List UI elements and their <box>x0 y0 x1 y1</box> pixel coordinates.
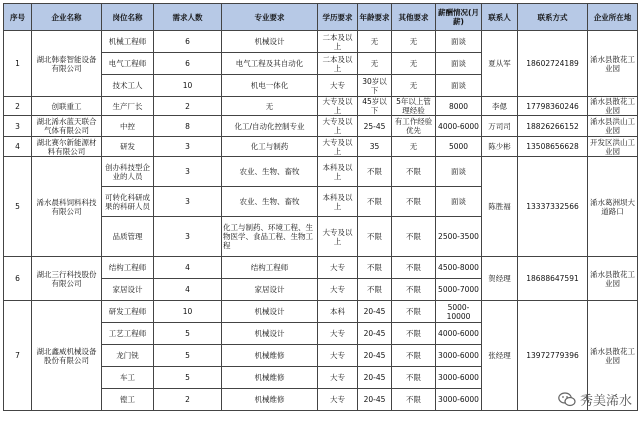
job-count: 4 <box>154 257 222 279</box>
company-location: 浠水县散花工业园 <box>588 301 638 411</box>
job-title: 车工 <box>102 367 154 389</box>
job-age: 20-45 <box>358 367 392 389</box>
table-row <box>4 97 638 116</box>
job-major: 无 <box>222 97 318 116</box>
job-major: 机械维修 <box>222 367 318 389</box>
col-header-count: 需求人数 <box>154 4 222 31</box>
job-major: 家居设计 <box>222 279 318 301</box>
company-contact: 李偲 <box>482 97 518 116</box>
company-name: 湖北鑫威机械设备股份有限公司 <box>32 301 102 411</box>
job-other: 不限 <box>392 279 436 301</box>
job-salary: 3000-6000 <box>436 367 482 389</box>
company-name: 创联重工 <box>32 97 102 116</box>
job-title: 研发 <box>102 137 154 157</box>
job-salary: 2500-3500 <box>436 217 482 257</box>
job-other: 有工作经验优先 <box>392 116 436 137</box>
recruitment-table <box>3 3 638 411</box>
job-education: 二本及以上 <box>318 31 358 53</box>
company-phone: 17798360246 <box>518 97 588 116</box>
job-count: 5 <box>154 345 222 367</box>
col-header-position: 岗位名称 <box>102 4 154 31</box>
job-title: 品质管理 <box>102 217 154 257</box>
company-phone: 18602724189 <box>518 31 588 97</box>
col-header-major: 专业要求 <box>222 4 318 31</box>
table-row <box>4 137 638 157</box>
watermark <box>558 390 632 409</box>
job-salary: 4500-8000 <box>436 257 482 279</box>
job-major: 化工/自动化控制专业 <box>222 116 318 137</box>
job-salary: 5000 <box>436 137 482 157</box>
job-major: 化工与制药、环境工程、生物医学、食品工程、生物工程 <box>222 217 318 257</box>
job-age: 不限 <box>358 157 392 187</box>
job-age: 20-45 <box>358 323 392 345</box>
job-count: 3 <box>154 217 222 257</box>
job-other: 无 <box>392 75 436 97</box>
job-title: 机械工程师 <box>102 31 154 53</box>
job-age: 不限 <box>358 217 392 257</box>
company-contact: 万司司 <box>482 116 518 137</box>
job-other: 不限 <box>392 217 436 257</box>
wechat-icon <box>558 392 576 407</box>
job-education: 大专及以上 <box>318 116 358 137</box>
job-age: 35 <box>358 137 392 157</box>
job-title: 中控 <box>102 116 154 137</box>
row-number: 5 <box>4 157 32 257</box>
job-count: 4 <box>154 279 222 301</box>
job-salary: 5000-10000 <box>436 301 482 323</box>
job-count: 5 <box>154 367 222 389</box>
company-contact: 张经理 <box>482 301 518 411</box>
header-row <box>4 4 638 31</box>
job-salary: 3000-6000 <box>436 345 482 367</box>
job-title: 龙门铣 <box>102 345 154 367</box>
row-number: 7 <box>4 301 32 411</box>
row-number: 6 <box>4 257 32 301</box>
job-major: 农业、生物、畜牧 <box>222 187 318 217</box>
job-other: 不限 <box>392 323 436 345</box>
job-title: 镗工 <box>102 389 154 411</box>
job-title: 技术工人 <box>102 75 154 97</box>
job-education: 大专 <box>318 323 358 345</box>
job-age: 无 <box>358 53 392 75</box>
job-education: 大专及以上 <box>318 217 358 257</box>
job-other: 不限 <box>392 257 436 279</box>
job-count: 3 <box>154 137 222 157</box>
job-education: 大专 <box>318 257 358 279</box>
company-location: 浠水县洪山工业园 <box>588 116 638 137</box>
job-count: 10 <box>154 75 222 97</box>
company-name: 湖北浠水蓝天联合气体有限公司 <box>32 116 102 137</box>
company-contact: 贺经理 <box>482 257 518 301</box>
company-location: 浠水县散花工业园 <box>588 257 638 301</box>
job-count: 6 <box>154 53 222 75</box>
col-header-company: 企业名称 <box>32 4 102 31</box>
col-header-other: 其他要求 <box>392 4 436 31</box>
job-major: 电气工程及其自动化 <box>222 53 318 75</box>
job-other: 不限 <box>392 389 436 411</box>
job-major: 结构工程师 <box>222 257 318 279</box>
company-phone: 18826266152 <box>518 116 588 137</box>
job-education: 本科及以上 <box>318 187 358 217</box>
col-header-location: 企业所在地 <box>588 4 638 31</box>
job-major: 农业、生物、畜牧 <box>222 157 318 187</box>
job-age: 25-45 <box>358 116 392 137</box>
job-age: 45岁以下 <box>358 97 392 116</box>
job-age: 20-45 <box>358 345 392 367</box>
company-name: 浠水晨科饲料科技有限公司 <box>32 157 102 257</box>
job-education: 本科及以上 <box>318 157 358 187</box>
job-other: 无 <box>392 137 436 157</box>
job-age: 30岁以下 <box>358 75 392 97</box>
job-salary: 面谈 <box>436 187 482 217</box>
row-number: 4 <box>4 137 32 157</box>
table-row <box>4 31 638 53</box>
job-education: 大专 <box>318 389 358 411</box>
job-title: 研发工程师 <box>102 301 154 323</box>
job-salary: 4000-6000 <box>436 323 482 345</box>
company-phone: 13337332566 <box>518 157 588 257</box>
company-location: 浠水葛洲坝大道路口 <box>588 157 638 257</box>
job-major: 机械设计 <box>222 301 318 323</box>
row-number: 1 <box>4 31 32 97</box>
job-salary: 4000-6000 <box>436 116 482 137</box>
company-contact: 夏从军 <box>482 31 518 97</box>
company-name: 湖北三行科技股份有限公司 <box>32 257 102 301</box>
col-header-phone: 联系方式 <box>518 4 588 31</box>
col-header-education: 学历要求 <box>318 4 358 31</box>
job-education: 大专 <box>318 279 358 301</box>
table-row <box>4 301 638 323</box>
table-row <box>4 157 638 187</box>
job-count: 5 <box>154 323 222 345</box>
job-education: 大专 <box>318 345 358 367</box>
job-education: 大专及以上 <box>318 97 358 116</box>
job-age: 不限 <box>358 279 392 301</box>
company-location: 浠水县散花工业园 <box>588 31 638 97</box>
table-row <box>4 116 638 137</box>
job-age: 不限 <box>358 257 392 279</box>
job-age: 不限 <box>358 187 392 217</box>
job-salary: 面谈 <box>436 75 482 97</box>
job-title: 创办科技型企业的人员 <box>102 157 154 187</box>
job-major: 机械维修 <box>222 389 318 411</box>
job-other: 无 <box>392 31 436 53</box>
job-education: 二本及以上 <box>318 53 358 75</box>
row-number: 3 <box>4 116 32 137</box>
job-salary: 面谈 <box>436 157 482 187</box>
job-other: 不限 <box>392 157 436 187</box>
company-phone: 13508656628 <box>518 137 588 157</box>
col-header-contact: 联系人 <box>482 4 518 31</box>
job-major: 机电一体化 <box>222 75 318 97</box>
job-major: 化工与制药 <box>222 137 318 157</box>
job-other: 5年以上管理经验 <box>392 97 436 116</box>
company-location: 浠水县散花工业园 <box>588 97 638 116</box>
job-title: 电气工程师 <box>102 53 154 75</box>
job-salary: 8000 <box>436 97 482 116</box>
job-education: 大专及以上 <box>318 137 358 157</box>
company-name: 湖北韩泰智能设备有限公司 <box>32 31 102 97</box>
job-other: 不限 <box>392 187 436 217</box>
row-number: 2 <box>4 97 32 116</box>
job-count: 2 <box>154 389 222 411</box>
job-salary: 面谈 <box>436 31 482 53</box>
col-header-salary: 薪酬情况(月薪) <box>436 4 482 31</box>
watermark-text: 秀美浠水 <box>579 394 632 409</box>
job-salary: 3000-6000 <box>436 389 482 411</box>
job-title: 家居设计 <box>102 279 154 301</box>
job-other: 不限 <box>392 301 436 323</box>
job-title: 可转化科研成果的科研人员 <box>102 187 154 217</box>
col-header-age: 年龄要求 <box>358 4 392 31</box>
job-count: 8 <box>154 116 222 137</box>
job-count: 2 <box>154 97 222 116</box>
job-other: 不限 <box>392 345 436 367</box>
job-age: 20-45 <box>358 301 392 323</box>
job-education: 大专 <box>318 75 358 97</box>
col-header-no: 序号 <box>4 4 32 31</box>
job-age: 无 <box>358 31 392 53</box>
company-phone: 18688647591 <box>518 257 588 301</box>
job-major: 机械设计 <box>222 31 318 53</box>
company-name: 湖北赛尔新能源材料有限公司 <box>32 137 102 157</box>
company-contact: 陈少彬 <box>482 137 518 157</box>
job-title: 工艺工程师 <box>102 323 154 345</box>
job-major: 机械设计 <box>222 323 318 345</box>
job-other: 不限 <box>392 367 436 389</box>
job-title: 结构工程师 <box>102 257 154 279</box>
job-education: 大专 <box>318 367 358 389</box>
job-other: 无 <box>392 53 436 75</box>
job-title: 生产厂长 <box>102 97 154 116</box>
job-count: 10 <box>154 301 222 323</box>
company-contact: 陈胜福 <box>482 157 518 257</box>
job-major: 机械维修 <box>222 345 318 367</box>
job-age: 20-45 <box>358 389 392 411</box>
job-count: 3 <box>154 187 222 217</box>
job-count: 6 <box>154 31 222 53</box>
company-location: 开发区洪山工业园 <box>588 137 638 157</box>
company-phone: 13972779396 <box>518 301 588 411</box>
job-education: 本科 <box>318 301 358 323</box>
table-row <box>4 257 638 279</box>
job-salary: 5000-7000 <box>436 279 482 301</box>
job-salary: 面谈 <box>436 53 482 75</box>
job-count: 3 <box>154 157 222 187</box>
